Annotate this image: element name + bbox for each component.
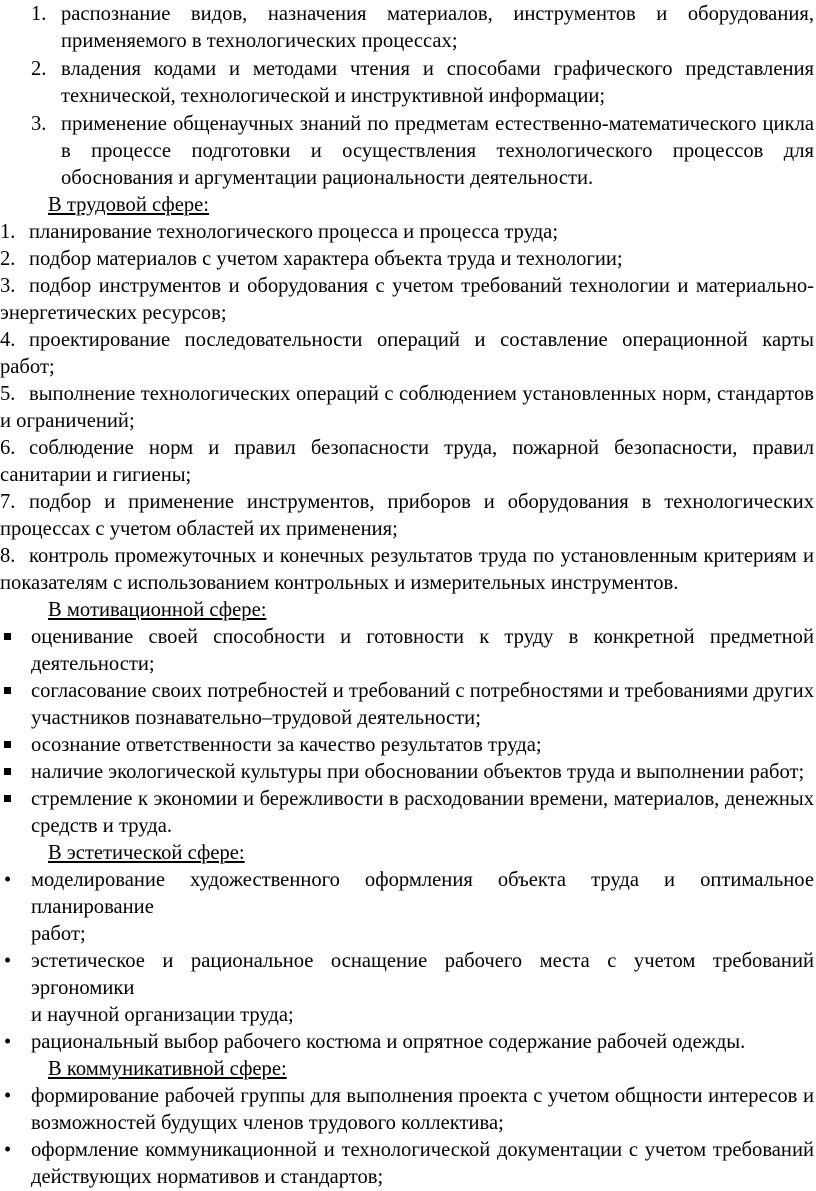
item-text: проектирование последовательности операций и составление операционной карты работ;	[0, 329, 814, 378]
list-item	[0, 56, 816, 110]
list-item	[0, 111, 816, 192]
section-heading-communicative	[0, 1056, 816, 1083]
square-bullet-icon	[4, 768, 11, 775]
item-text-line1: наличие экологической культуры при обосновании объектов труда и выполнении работ;	[31, 761, 805, 783]
item-text-line2: деятельности;	[31, 653, 155, 675]
section-heading-motivation	[0, 597, 816, 624]
item-text: распознание видов, назначения материалов, инструментов и оборудования, применяемого в технологических процессах;	[61, 3, 814, 52]
list-item	[0, 759, 816, 786]
heading-text: В трудовой сфере:	[48, 194, 210, 216]
list-item	[0, 489, 816, 543]
item-number: 3.	[31, 113, 47, 135]
list-item	[0, 435, 816, 489]
item-text-line2: и научной организации труда;	[31, 1004, 294, 1026]
aesthetic-list	[0, 867, 816, 1056]
item-number: 4.	[0, 329, 16, 351]
list-item	[0, 219, 816, 246]
item-number: 8.	[0, 545, 16, 567]
item-number: 1.	[31, 3, 47, 25]
list-item	[0, 327, 816, 381]
list-item	[0, 381, 816, 435]
list-item	[0, 624, 816, 678]
item-text-line1: согласование своих потребностей и требований с потребностями и требованиями других	[31, 680, 814, 702]
item-text-line2: работ;	[31, 923, 86, 945]
list-item	[0, 1137, 816, 1191]
list-item	[0, 1, 816, 55]
bullet-dot-icon: •	[4, 869, 12, 891]
item-number: 2.	[31, 58, 47, 80]
list-item	[0, 1083, 816, 1137]
section-heading-labor	[0, 192, 816, 219]
item-number: 6.	[0, 437, 16, 459]
item-text-line2: участников познавательно–трудовой деятельности;	[31, 707, 481, 729]
item-text-line1: оценивание своей способности и готовности к труду в конкретной предметной	[31, 626, 814, 648]
item-text: подбор материалов с учетом характера объекта труда и технологии;	[29, 248, 623, 270]
list-item	[0, 732, 816, 759]
motivation-list	[0, 624, 816, 840]
square-bullet-icon	[4, 795, 11, 802]
square-bullet-icon	[4, 687, 11, 694]
list-item	[0, 273, 816, 327]
labor-list	[0, 219, 816, 597]
list-item	[0, 1029, 816, 1056]
list-item	[0, 867, 816, 948]
item-text-line2: возможностей будущих членов трудового коллектива;	[31, 1112, 504, 1134]
communicative-list	[0, 1083, 816, 1191]
list-item	[0, 948, 816, 1029]
item-text-line2: действующих нормативов и стандартов;	[31, 1166, 384, 1188]
item-text-line1: рациональный выбор рабочего костюма и опрятное содержание рабочей одежды.	[31, 1031, 746, 1053]
item-text: подбор инструментов и оборудования с учетом требований технологии и материально-энергетических ресурсов;	[0, 275, 814, 324]
heading-text: В коммуникативной сфере:	[48, 1058, 287, 1080]
list-item	[0, 246, 816, 273]
item-number: 2.	[0, 248, 16, 270]
item-text: владения кодами и методами чтения и способами графического представления технической, технологической и инструктивной информации;	[61, 58, 814, 107]
item-text-line2: средств и труда.	[31, 815, 173, 837]
bullet-dot-icon: •	[4, 1139, 12, 1161]
item-text: применение общенаучных знаний по предметам естественно-математического цикла в процессе подготовки и осуществления технологического процессов для обоснования и аргументации рациональности деятельности.	[61, 113, 814, 189]
item-number: 7.	[0, 491, 16, 513]
cognitive-list	[0, 1, 816, 192]
item-number: 5.	[0, 383, 16, 405]
list-item	[0, 786, 816, 840]
heading-text: В мотивационной сфере:	[48, 599, 267, 621]
square-bullet-icon	[4, 633, 11, 640]
heading-text: В эстетической сфере:	[48, 842, 245, 864]
list-item	[0, 543, 816, 597]
item-text: контроль промежуточных и конечных результатов труда по установленным критериям и показателям с использованием контрольных и измерительных инструментов.	[0, 545, 814, 594]
item-text-line1: стремление к экономии и бережливости в расходовании времени, материалов, денежных	[31, 788, 814, 810]
item-text-line1: оформление коммуникационной и технологической документации с учетом требований	[31, 1139, 814, 1161]
bullet-dot-icon: •	[4, 1085, 12, 1107]
item-text-line1: эстетическое и рациональное оснащение рабочего места с учетом требований эргономики	[31, 950, 814, 999]
item-text-line1: формирование рабочей группы для выполнения проекта с учетом общности интересов и	[31, 1085, 814, 1107]
item-text: соблюдение норм и правил безопасности труда, пожарной безопасности, правил санитарии и гигиены;	[0, 437, 814, 486]
item-number: 3.	[0, 275, 16, 297]
square-bullet-icon	[4, 741, 11, 748]
item-text: планирование технологического процесса и процесса труда;	[29, 221, 559, 243]
item-text: подбор и применение инструментов, приборов и оборудования в технологических процессах с учетом областей их применения;	[0, 491, 814, 540]
item-text-line1: моделирование художественного оформления объекта труда и оптимальное планирование	[31, 869, 814, 918]
item-text-line1: осознание ответственности за качество результатов труда;	[31, 734, 542, 756]
bullet-dot-icon: •	[4, 1031, 12, 1053]
section-heading-aesthetic	[0, 840, 816, 867]
list-item	[0, 678, 816, 732]
item-text: выполнение технологических операций с соблюдением установленных норм, стандартов и ограничений;	[0, 383, 814, 432]
item-number: 1.	[0, 221, 16, 243]
bullet-dot-icon: •	[4, 950, 12, 972]
